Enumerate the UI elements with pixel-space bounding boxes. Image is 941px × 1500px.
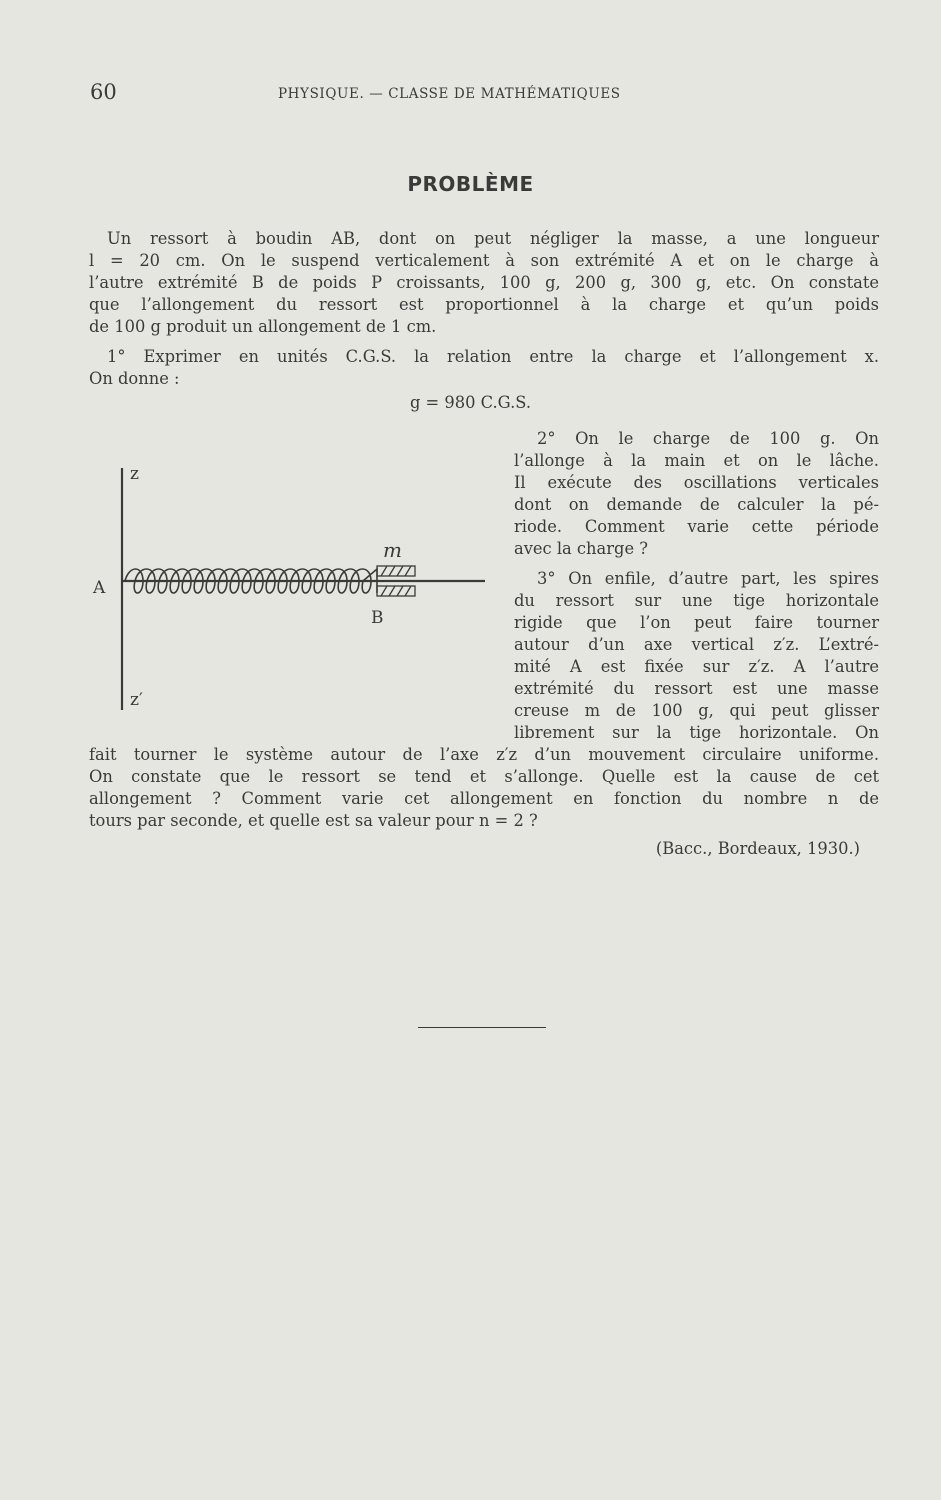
question-3-line: On constate que le ressort se tend et s’allonge. Quelle est la cause de cet (89, 767, 879, 786)
intro-line: de 100 g produit un allongement de 1 cm. (89, 317, 437, 336)
label-z-top: z (130, 464, 139, 484)
intro-line: que l’allongement du ressort est proportionnel à la charge et qu’un poids (89, 295, 879, 314)
label-B: B (371, 608, 384, 628)
intro-line: Un ressort à boudin AB, dont on peut négliger la masse, a une longueur (107, 229, 879, 248)
question-3-line: tours par seconde, et quelle est sa valeur pour n = 2 ? (89, 811, 538, 830)
label-z-bottom: z′ (130, 690, 143, 710)
question-2-line: riode. Comment varie cette période (514, 517, 879, 536)
running-header: PHYSIQUE. — CLASSE DE MATHÉMATIQUES (278, 86, 621, 102)
question-1-line: 1° Exprimer en unités C.G.S. la relation entre la charge et l’allongement x. (107, 347, 879, 366)
formula-g: g = 980 C.G.S. (409, 393, 532, 412)
question-3-line: rigide que l’on peut faire tourner (514, 613, 879, 632)
spring-diagram (85, 460, 505, 720)
question-3-line: librement sur la tige horizontale. On (514, 723, 879, 742)
question-3-line: allongement ? Comment varie cet allongement en fonction du nombre n de (89, 789, 879, 808)
question-3-line: extrémité du ressort est une masse (514, 679, 879, 698)
question-3-line: autour d’un axe vertical z′z. L’extré- (514, 635, 879, 654)
question-1-line: On donne : (89, 369, 180, 388)
question-2-line: dont on demande de calculer la pé- (514, 495, 879, 514)
intro-line: l’autre extrémité B de poids P croissants, 100 g, 200 g, 300 g, etc. On constate (89, 273, 879, 292)
label-m: m (383, 538, 402, 562)
problem-title: PROBLÈME (407, 172, 534, 196)
intro-line: l = 20 cm. On le suspend verticalement à son extrémité A et on le charge à (89, 251, 879, 270)
section-divider (418, 1027, 546, 1028)
question-3-line: du ressort sur une tige horizontale (514, 591, 879, 610)
question-2-line: Il exécute des oscillations verticales (514, 473, 879, 492)
page-number: 60 (90, 80, 117, 104)
label-A: A (93, 578, 106, 598)
question-3-line: creuse m de 100 g, qui peut glisser (514, 701, 879, 720)
question-2-line: 2° On le charge de 100 g. On (537, 429, 879, 448)
question-3-line: fait tourner le système autour de l’axe z′z d’un mouvement circulaire uniforme. (89, 745, 879, 764)
question-3-line: mité A est fixée sur z′z. A l’autre (514, 657, 879, 676)
question-2-line: l’allonge à la main et on le lâche. (514, 451, 879, 470)
question-3-line: 3° On enfile, d’autre part, les spires (537, 569, 879, 588)
spring-figure (85, 460, 505, 720)
source-citation: (Bacc., Bordeaux, 1930.) (655, 839, 860, 858)
question-2-line: avec la charge ? (514, 539, 648, 558)
